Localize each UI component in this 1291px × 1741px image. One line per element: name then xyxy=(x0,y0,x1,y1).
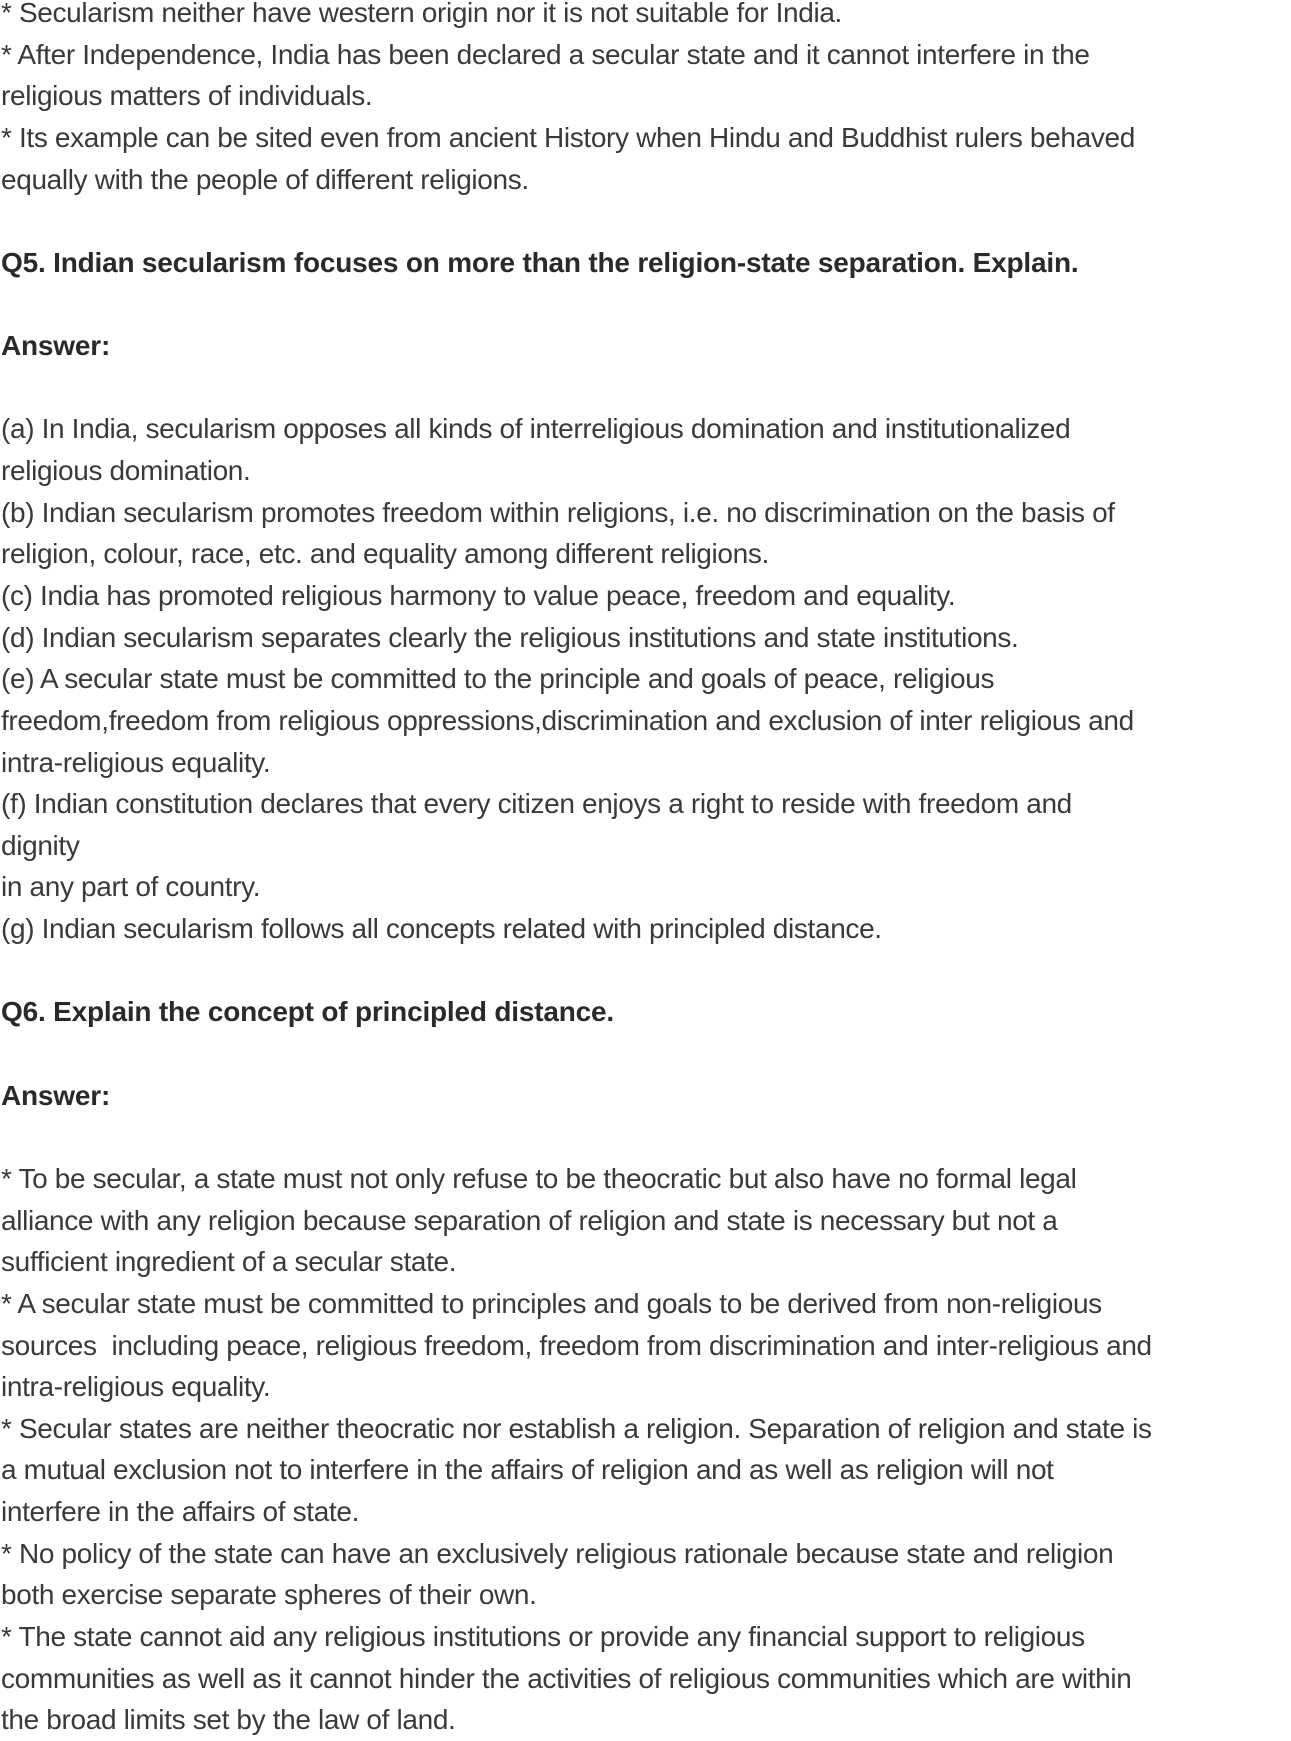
text-line: alliance with any religion because separation of religion and state is necessary but not a xyxy=(1,1204,1058,1236)
text-line: (f) Indian constitution declares that every citizen enjoys a right to reside with freedom and xyxy=(1,788,1072,820)
question-heading: Q5. Indian secularism focuses on more than the religion-state separation. Explain. xyxy=(1,246,1079,278)
text-line: (a) In India, secularism opposes all kinds of interreligious domination and institutionalized xyxy=(1,413,1071,445)
text-line: * A secular state must be committed to principles and goals to be derived from non-religious xyxy=(1,1287,1102,1319)
text-line: in any part of country. xyxy=(1,871,261,903)
text-line: interfere in the affairs of state. xyxy=(1,1496,360,1528)
text-line: religious domination. xyxy=(1,455,251,487)
text-line: sources including peace, religious freedom, freedom from discrimination and inter-religious and xyxy=(1,1329,1152,1361)
blank-line xyxy=(1,367,1291,409)
blank-line xyxy=(1,1033,1291,1075)
text-line: (c) India has promoted religious harmony to value peace, freedom and equality. xyxy=(1,579,956,611)
text-line: * After Independence, India has been declared a secular state and it cannot interfere in the xyxy=(1,38,1090,70)
text-line: * To be secular, a state must not only refuse to be theocratic but also have no formal legal xyxy=(1,1162,1077,1194)
text-line: * Its example can be sited even from ancient History when Hindu and Buddhist rulers behaved xyxy=(1,121,1135,153)
text-line: * Secularism neither have western origin nor it is not suitable for India. xyxy=(1,0,842,28)
blank-line xyxy=(1,950,1291,992)
text-line: both exercise separate spheres of their own. xyxy=(1,1579,537,1611)
text-line: * No policy of the state can have an exclusively religious rationale because state and religion xyxy=(1,1537,1114,1569)
document-page xyxy=(1,0,1291,1741)
text-line: equally with the people of different religions. xyxy=(1,163,529,195)
text-line: (g) Indian secularism follows all concepts related with principled distance. xyxy=(1,913,882,945)
text-line: dignity xyxy=(1,829,80,861)
text-line: religious matters of individuals. xyxy=(1,80,373,112)
text-line: * Secular states are neither theocratic nor establish a religion. Separation of religion and state is xyxy=(1,1412,1152,1444)
blank-line xyxy=(1,1116,1291,1158)
text-line: (b) Indian secularism promotes freedom within religions, i.e. no discrimination on the basis of xyxy=(1,496,1115,528)
text-line: intra-religious equality. xyxy=(1,746,271,778)
text-line: communities as well as it cannot hinder the activities of religious communities which are within xyxy=(1,1662,1132,1694)
answer-heading: Answer: xyxy=(1,1079,111,1111)
text-line: religion, colour, race, etc. and equality among different religions. xyxy=(1,538,769,570)
text-line: (e) A secular state must be committed to the principle and goals of peace, religious xyxy=(1,663,995,695)
text-line: (d) Indian secularism separates clearly the religious institutions and state institutions. xyxy=(1,621,1019,653)
text-line: * The state cannot aid any religious institutions or provide any financial support to religious xyxy=(1,1620,1085,1652)
text-line: a mutual exclusion not to interfere in the affairs of religion and as well as religion will not xyxy=(1,1454,1054,1486)
text-line: the broad limits set by the law of land. xyxy=(1,1704,456,1736)
blank-line xyxy=(1,283,1291,325)
blank-line xyxy=(1,200,1291,242)
text-line: sufficient ingredient of a secular state. xyxy=(1,1246,457,1278)
question-heading: Q6. Explain the concept of principled distance. xyxy=(1,996,614,1028)
text-line: intra-religious equality. xyxy=(1,1371,271,1403)
text-line: freedom,freedom from religious oppressions,discrimination and exclusion of inter religious and xyxy=(1,704,1134,736)
answer-heading: Answer: xyxy=(1,330,111,362)
